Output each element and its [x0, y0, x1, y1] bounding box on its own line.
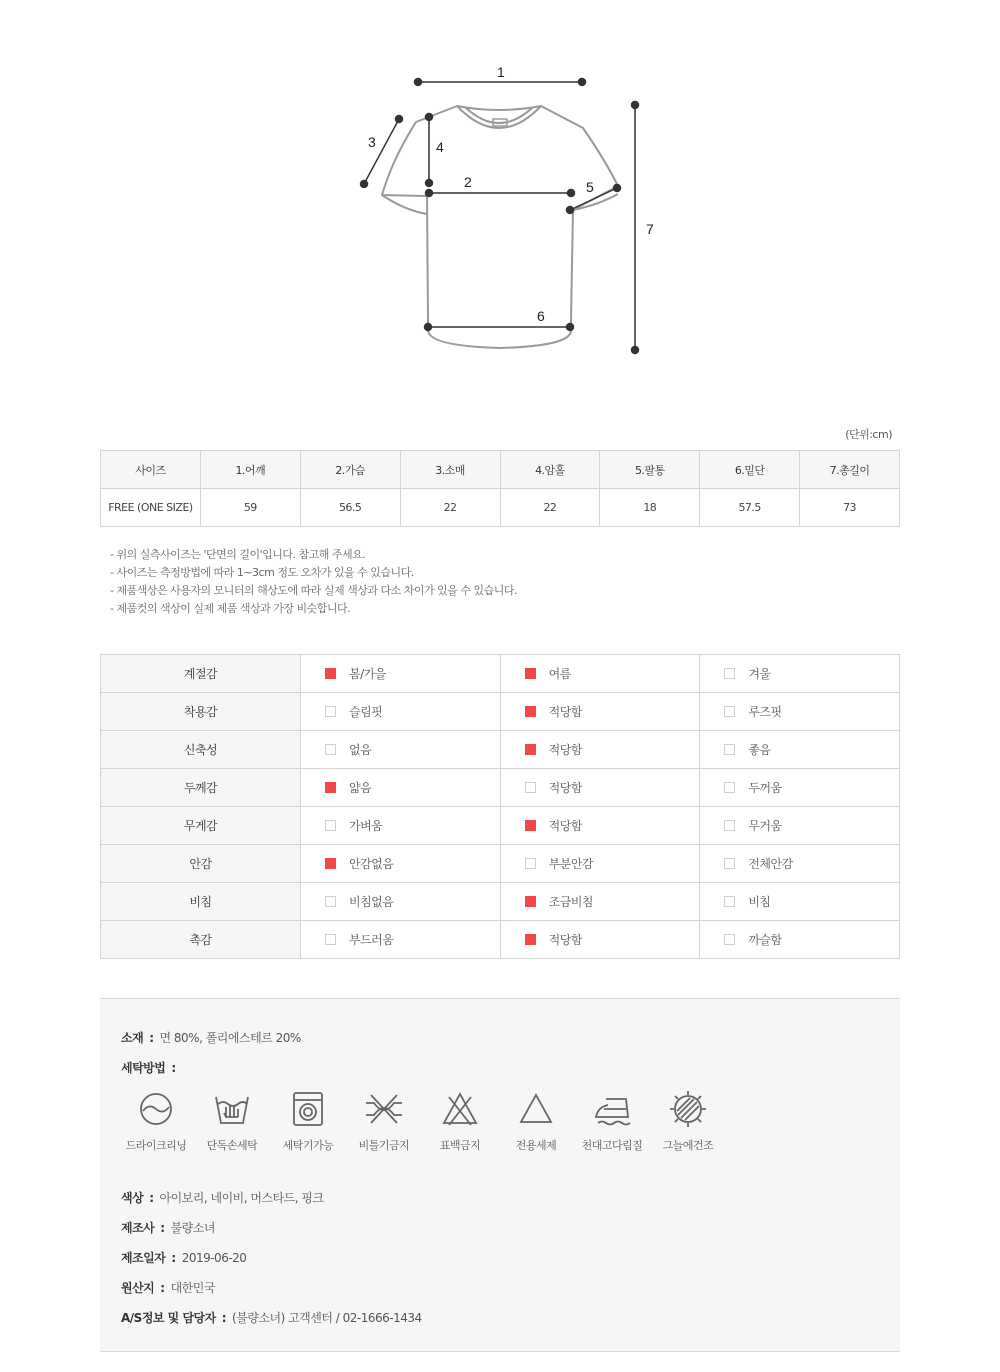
- attribute-option: [301, 731, 501, 769]
- attribute-option: [301, 921, 501, 959]
- wash-item-dry-clean: [118, 1089, 194, 1153]
- attribute-option-label: 두꺼움: [748, 781, 782, 795]
- attribute-option-label: 없음: [349, 743, 372, 757]
- washing-row: [121, 1059, 182, 1076]
- attribute-option: [301, 769, 501, 807]
- wash-icon-label: 세탁기가능: [282, 1139, 334, 1152]
- attribute-option-label: 여름: [548, 667, 571, 681]
- dim-label-5: 5: [586, 179, 594, 195]
- wash-item-no-wring: [346, 1089, 422, 1153]
- size-header-cell: 7.총길이: [800, 451, 900, 489]
- size-header-cell: 사이즈: [101, 451, 201, 489]
- dim-label-4: 4: [436, 139, 444, 155]
- attribute-option: [700, 655, 900, 693]
- attribute-option: [700, 693, 900, 731]
- size-table: [100, 450, 900, 527]
- date-value: 2019-06-20: [181, 1251, 247, 1265]
- attribute-option: [301, 655, 501, 693]
- checked-box: [525, 706, 536, 717]
- attribute-option: [500, 769, 700, 807]
- unchecked-box: [724, 896, 735, 907]
- attribute-option-label: 가벼움: [349, 819, 383, 833]
- wash-icon-label: 표백금지: [439, 1139, 481, 1152]
- attribute-label: 비침: [101, 883, 301, 921]
- table-row: [101, 807, 900, 845]
- dim-label-1: 1: [497, 64, 505, 80]
- separator: :: [171, 1061, 176, 1075]
- size-name-cell: FREE (ONE SIZE): [101, 489, 201, 527]
- low-iron-icon: [592, 1089, 632, 1129]
- wash-item-machine: [270, 1089, 346, 1153]
- color-value: 아이보리, 네이비, 머스타드, 핑크: [159, 1191, 324, 1205]
- size-header-cell: 6.밑단: [700, 451, 800, 489]
- attribute-option-label: 비침: [748, 895, 771, 909]
- attribute-option-label: 안감없음: [349, 857, 394, 871]
- size-header-cell: 1.어깨: [200, 451, 300, 489]
- attribute-option-label: 부분안감: [548, 857, 594, 871]
- attribute-option: [700, 921, 900, 959]
- color-key: 색상: [121, 1191, 144, 1205]
- note-item: - 위의 실측사이즈는 '단면의 길이'입니다. 참고해 주세요.: [110, 548, 366, 561]
- attribute-option: [500, 731, 700, 769]
- size-header-cell: 4.암홀: [500, 451, 600, 489]
- attribute-option: [301, 883, 501, 921]
- attribute-option-label: 적당함: [548, 705, 582, 719]
- attribute-option: [500, 845, 700, 883]
- unchecked-box: [724, 858, 735, 869]
- attribute-option-label: 겨울: [748, 667, 771, 681]
- attribute-option-label: 무거움: [748, 819, 782, 833]
- attribute-table: [100, 654, 900, 959]
- note-item: - 사이즈는 측정방법에 따라 1~3cm 정도 오차가 있을 수 있습니다.: [110, 566, 414, 579]
- material-key: 소재: [121, 1031, 144, 1045]
- separator: :: [160, 1281, 165, 1295]
- attribute-option: [700, 845, 900, 883]
- origin-key: 원산지: [121, 1281, 155, 1295]
- wash-icons: [118, 1089, 758, 1159]
- attribute-label: 촉감: [101, 921, 301, 959]
- size-value-cell: 73: [800, 489, 900, 527]
- attribute-option: [500, 921, 700, 959]
- table-row: [101, 655, 900, 693]
- wash-icon-label: 드라이크리닝: [125, 1139, 187, 1152]
- unchecked-box: [325, 744, 336, 755]
- wash-icon-label: 단독손세탁: [206, 1139, 258, 1152]
- checked-box: [525, 744, 536, 755]
- checked-box: [325, 858, 336, 869]
- product-info-panel: [100, 998, 900, 1352]
- material-row: [121, 1029, 301, 1046]
- material-value: 면 80%, 폴리에스테르 20%: [159, 1031, 301, 1045]
- unchecked-box: [525, 782, 536, 793]
- attribute-option: [700, 731, 900, 769]
- separator: :: [171, 1251, 176, 1265]
- table-row: [101, 693, 900, 731]
- wash-item-no-bleach: [422, 1089, 498, 1153]
- wash-item-shade-dry: [650, 1089, 726, 1153]
- unchecked-box: [525, 858, 536, 869]
- tshirt-diagram: [0, 0, 1000, 400]
- unchecked-box: [325, 820, 336, 831]
- attribute-label: 신축성: [101, 731, 301, 769]
- unchecked-box: [724, 934, 735, 945]
- attribute-label: 안감: [101, 845, 301, 883]
- size-header-cell: 3.소매: [400, 451, 500, 489]
- dim-label-2: 2: [464, 174, 472, 190]
- wash-icon-label: 비틀기금지: [358, 1139, 410, 1152]
- separator: :: [149, 1191, 154, 1205]
- attribute-option-label: 적당함: [548, 819, 582, 833]
- attribute-option: [500, 807, 700, 845]
- size-value-cell: 22: [400, 489, 500, 527]
- unchecked-box: [724, 820, 735, 831]
- maker-value: 불량소녀: [170, 1221, 215, 1235]
- size-value-cell: 57.5: [700, 489, 800, 527]
- unit-label: (단위:cm): [845, 428, 892, 441]
- attribute-option: [500, 655, 700, 693]
- attribute-option-label: 적당함: [548, 781, 582, 795]
- note-item: - 제품컷의 색상이 실제 제품 색상과 가장 비슷합니다.: [110, 602, 351, 615]
- size-header-cell: 5.팔통: [600, 451, 700, 489]
- wash-item-iron: [574, 1089, 650, 1153]
- table-row: [101, 769, 900, 807]
- attribute-option: [301, 845, 501, 883]
- as-row: [121, 1309, 422, 1326]
- size-diagram: [0, 0, 1000, 400]
- size-value-cell: 18: [600, 489, 700, 527]
- size-table-header: [101, 451, 900, 489]
- attribute-option: [301, 807, 501, 845]
- attribute-option: [500, 883, 700, 921]
- as-value: (불량소녀) 고객센터 / 02-1666-1434: [232, 1311, 422, 1325]
- wash-icon-label: 천대고다림질: [581, 1139, 643, 1152]
- unchecked-box: [724, 668, 735, 679]
- hand-wash-icon: [212, 1089, 252, 1129]
- attribute-table-body: [101, 655, 900, 959]
- attribute-option-label: 전체안감: [748, 857, 793, 871]
- table-row: [101, 731, 900, 769]
- checked-box: [525, 820, 536, 831]
- size-value-cell: 56.5: [300, 489, 400, 527]
- checked-box: [325, 782, 336, 793]
- washing-machine-icon: [288, 1089, 328, 1129]
- note-item: - 제품색상은 사용자의 모니터의 해상도에 따라 실제 색상과 다소 차이가 있을 수 있습니다.: [110, 584, 517, 597]
- origin-value: 대한민국: [170, 1281, 215, 1295]
- no-bleach-icon: [440, 1089, 480, 1129]
- attribute-label: 계절감: [101, 655, 301, 693]
- table-row: [101, 883, 900, 921]
- no-wring-icon: [364, 1089, 404, 1129]
- date-row: [121, 1249, 246, 1266]
- unchecked-box: [325, 896, 336, 907]
- unchecked-box: [724, 744, 735, 755]
- checked-box: [525, 896, 536, 907]
- origin-row: [121, 1279, 215, 1296]
- size-header-cell: 2.가슴: [300, 451, 400, 489]
- attribute-option-label: 부드러움: [349, 933, 394, 947]
- attribute-option-label: 조금비침: [548, 895, 594, 909]
- attribute-option-label: 까슬함: [748, 933, 782, 947]
- attribute-option: [301, 693, 501, 731]
- wash-item-detergent: [498, 1089, 574, 1153]
- neutral-detergent-icon: [516, 1089, 556, 1129]
- unchecked-box: [724, 782, 735, 793]
- attribute-option-label: 루즈핏: [748, 705, 782, 719]
- maker-row: [121, 1219, 215, 1236]
- attribute-option-label: 좋음: [748, 743, 771, 757]
- table-row: [101, 489, 900, 527]
- attribute-option: [700, 883, 900, 921]
- dim-label-7: 7: [646, 221, 654, 237]
- attribute-option-label: 얇음: [349, 781, 372, 795]
- checked-box: [525, 934, 536, 945]
- attribute-label: 착용감: [101, 693, 301, 731]
- checked-box: [325, 668, 336, 679]
- size-notes: [110, 546, 517, 618]
- attribute-option-label: 슬림핏: [349, 705, 383, 719]
- washing-key: 세탁방법: [121, 1061, 166, 1075]
- attribute-option-label: 적당함: [548, 743, 582, 757]
- attribute-option: [700, 769, 900, 807]
- shade-dry-icon: [668, 1089, 708, 1129]
- attribute-option-label: 적당함: [548, 933, 582, 947]
- as-key: A/S정보 및 담당자: [121, 1311, 216, 1325]
- table-row: [101, 921, 900, 959]
- wash-item-hand-wash: [194, 1089, 270, 1153]
- dry-clean-icon: [136, 1089, 176, 1129]
- dim-label-6: 6: [537, 308, 545, 324]
- attribute-option: [500, 693, 700, 731]
- separator: :: [160, 1221, 165, 1235]
- attribute-option-label: 봄/가을: [349, 667, 386, 681]
- date-key: 제조일자: [121, 1251, 166, 1265]
- maker-key: 제조사: [121, 1221, 155, 1235]
- dim-label-3: 3: [368, 134, 376, 150]
- attribute-label: 두께감: [101, 769, 301, 807]
- attribute-option-label: 비침없음: [349, 895, 394, 909]
- wash-icon-label: 전용세제: [515, 1139, 557, 1152]
- separator: :: [149, 1031, 154, 1045]
- checked-box: [525, 668, 536, 679]
- tshirt-outline: [382, 106, 618, 348]
- color-row: [121, 1189, 324, 1206]
- size-value-cell: 22: [500, 489, 600, 527]
- attribute-option: [700, 807, 900, 845]
- unchecked-box: [325, 934, 336, 945]
- unchecked-box: [724, 706, 735, 717]
- size-value-cell: 59: [200, 489, 300, 527]
- wash-icon-label: 그늘에건조: [662, 1139, 714, 1152]
- table-row: [101, 845, 900, 883]
- attribute-label: 무게감: [101, 807, 301, 845]
- separator: :: [221, 1311, 227, 1325]
- unchecked-box: [325, 706, 336, 717]
